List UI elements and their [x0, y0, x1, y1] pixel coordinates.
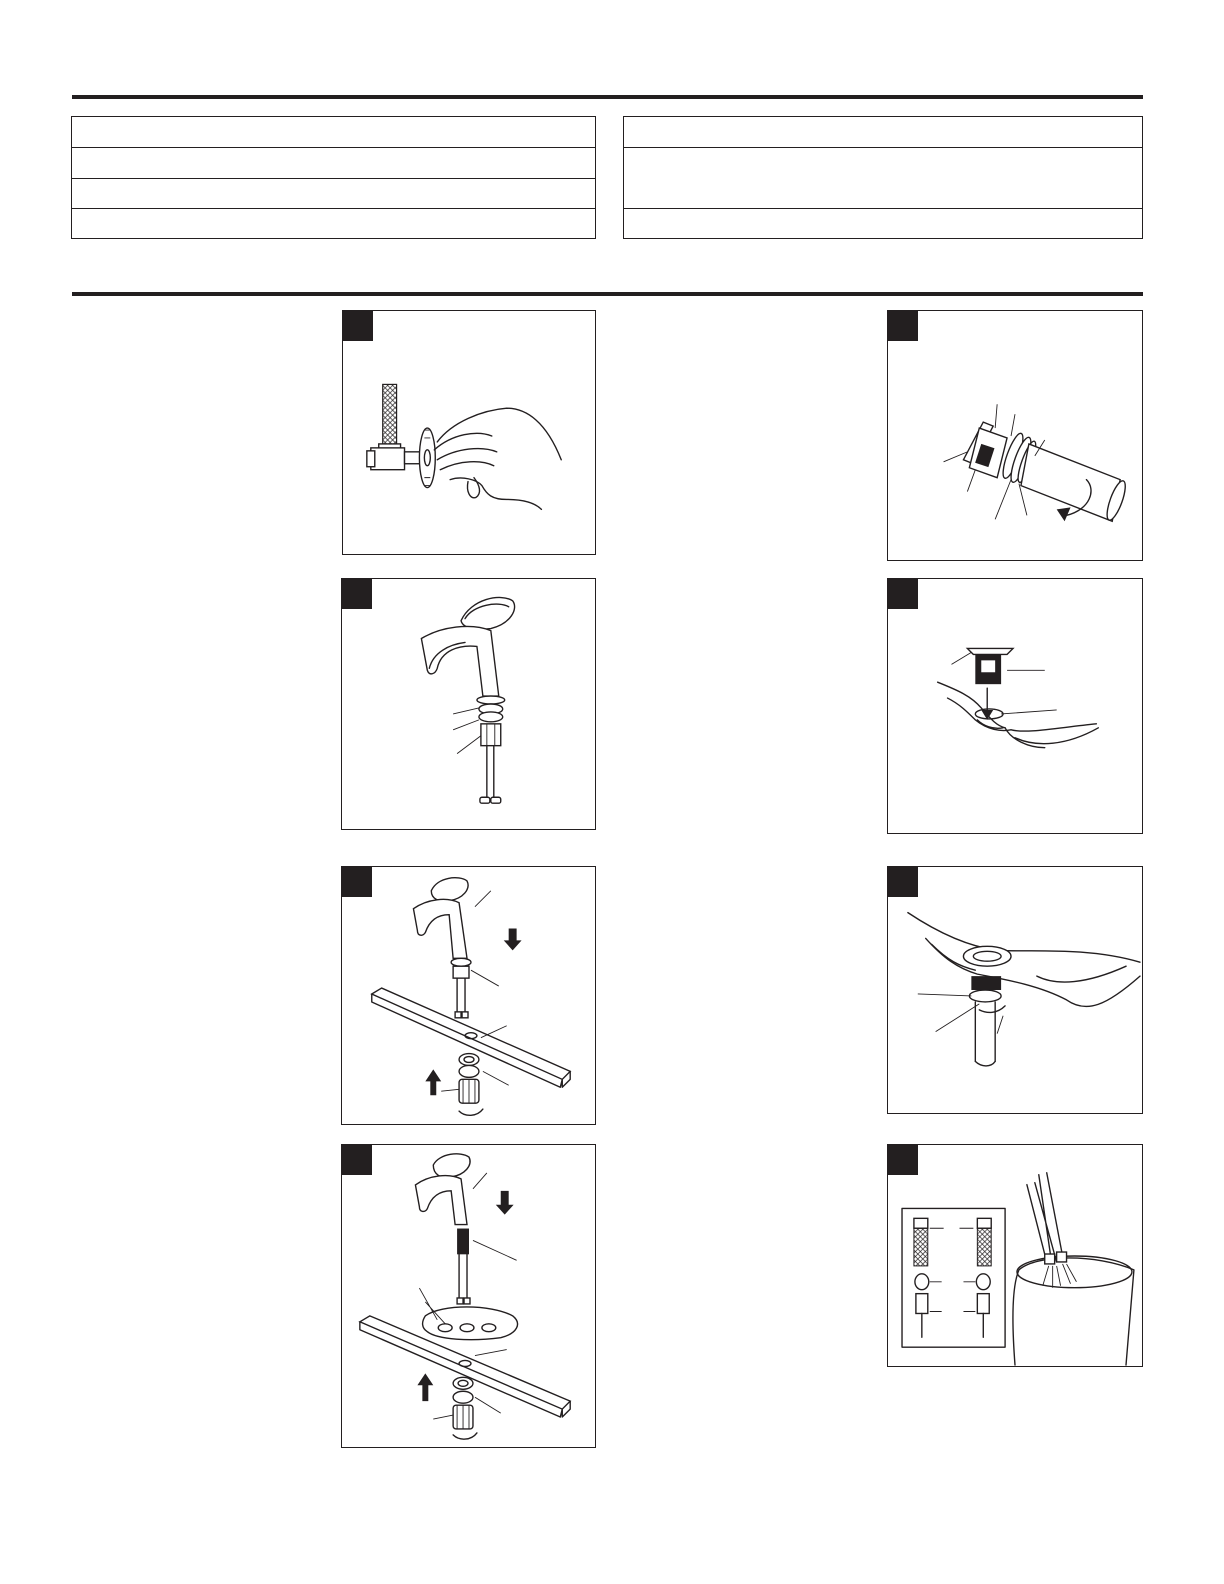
- step-1-illustration: [342, 310, 596, 555]
- table-row: [72, 148, 595, 179]
- drain-under-basin-drawing: [888, 867, 1142, 1113]
- table-row: [72, 117, 595, 148]
- step-6-illustration: [887, 578, 1143, 834]
- faucet-escutcheon-drawing: [342, 1145, 595, 1447]
- step-8-illustration: [887, 1144, 1143, 1367]
- drain-exploded-drawing: [888, 311, 1142, 560]
- section-rule: [72, 292, 1143, 296]
- table-row: [624, 209, 1142, 238]
- table-row: [72, 209, 595, 238]
- table-row: [72, 179, 595, 209]
- step-4-illustration: [341, 1144, 596, 1448]
- step-3-illustration: [341, 866, 596, 1125]
- table-row: [624, 148, 1142, 209]
- step-2-illustration: [341, 578, 596, 830]
- step-5-illustration: [887, 310, 1143, 561]
- info-table-left: [71, 116, 596, 239]
- hose-flush-drawing: [888, 1145, 1142, 1366]
- top-rule: [72, 95, 1143, 99]
- faucet-deckplate-drawing: [342, 867, 595, 1124]
- table-row: [624, 117, 1142, 148]
- step-7-illustration: [887, 866, 1143, 1114]
- info-table-right: [623, 116, 1143, 239]
- valve-hand-drawing: [343, 311, 595, 554]
- drain-basin-drawing: [888, 579, 1142, 833]
- faucet-gasket-drawing: [342, 579, 595, 829]
